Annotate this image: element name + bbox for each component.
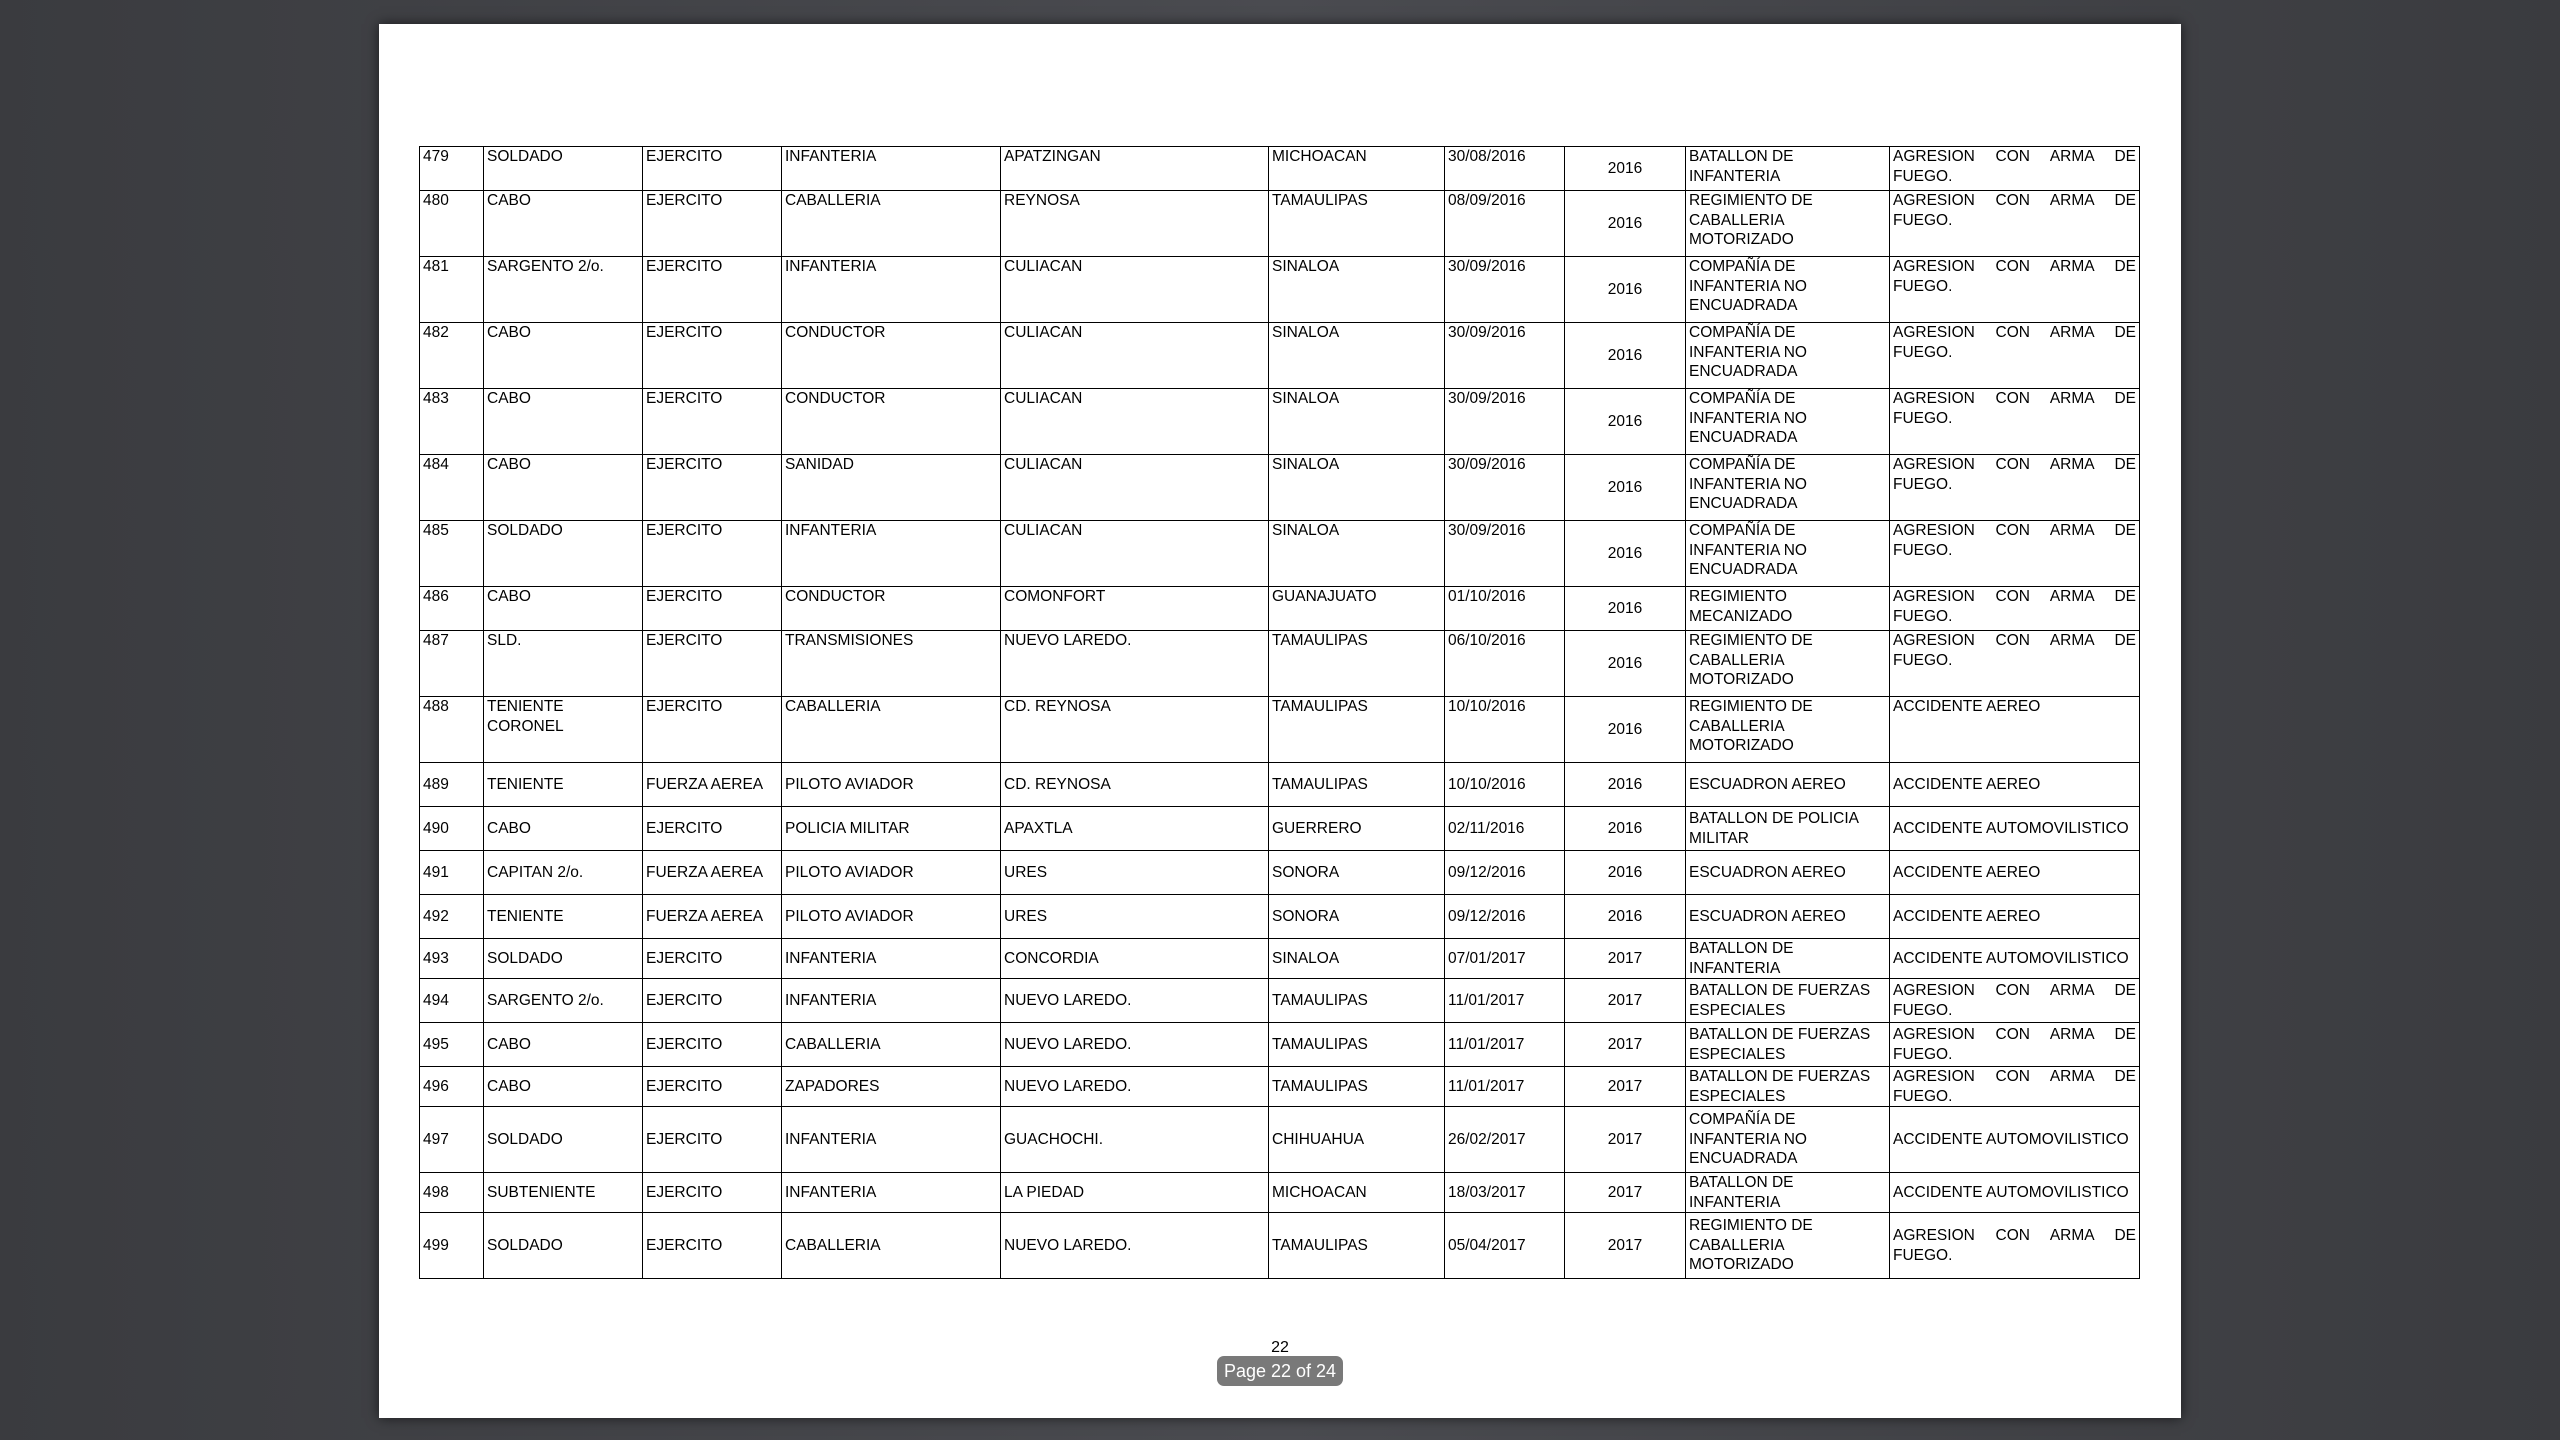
date-cell: 11/01/2017 xyxy=(1445,979,1565,1023)
state-cell: SINALOA xyxy=(1269,455,1445,521)
unit-cell: BATALLON DE FUERZAS ESPECIALES xyxy=(1686,1023,1890,1067)
city-cell: CONCORDIA xyxy=(1001,939,1269,979)
row-number: 496 xyxy=(420,1067,484,1107)
row-number: 485 xyxy=(420,521,484,587)
specialty-cell: INFANTERIA xyxy=(782,979,1001,1023)
cause-cell: AGRESION CON ARMA DE FUEGO. xyxy=(1890,323,2140,389)
table-row xyxy=(420,939,2140,979)
cause-cell: AGRESION CON ARMA DE FUEGO. xyxy=(1890,587,2140,631)
city-cell: NUEVO LAREDO. xyxy=(1001,1067,1269,1107)
specialty-cell: CONDUCTOR xyxy=(782,323,1001,389)
branch-cell: EJERCITO xyxy=(643,257,782,323)
city-cell: CULIACAN xyxy=(1001,323,1269,389)
rank-cell: CABO xyxy=(484,587,643,631)
unit-cell: REGIMIENTO MECANIZADO xyxy=(1686,587,1890,631)
specialty-cell: POLICIA MILITAR xyxy=(782,807,1001,851)
specialty-cell: INFANTERIA xyxy=(782,147,1001,191)
specialty-cell: INFANTERIA xyxy=(782,939,1001,979)
table-row xyxy=(420,979,2140,1023)
specialty-cell: PILOTO AVIADOR xyxy=(782,763,1001,807)
rank-cell: SOLDADO xyxy=(484,1107,643,1173)
rank-cell: SLD. xyxy=(484,631,643,697)
unit-cell: ESCUADRON AEREO xyxy=(1686,763,1890,807)
state-cell: TAMAULIPAS xyxy=(1269,979,1445,1023)
specialty-cell: CONDUCTOR xyxy=(782,389,1001,455)
cause-cell: AGRESION CON ARMA DE FUEGO. xyxy=(1890,147,2140,191)
city-cell: NUEVO LAREDO. xyxy=(1001,1023,1269,1067)
year-cell: 2017 xyxy=(1565,1107,1686,1173)
year-cell: 2016 xyxy=(1565,895,1686,939)
row-number: 480 xyxy=(420,191,484,257)
city-cell: CULIACAN xyxy=(1001,389,1269,455)
row-number: 497 xyxy=(420,1107,484,1173)
specialty-cell: TRANSMISIONES xyxy=(782,631,1001,697)
branch-cell: EJERCITO xyxy=(643,323,782,389)
date-cell: 30/08/2016 xyxy=(1445,147,1565,191)
date-cell: 11/01/2017 xyxy=(1445,1023,1565,1067)
date-cell: 30/09/2016 xyxy=(1445,389,1565,455)
unit-cell: BATALLON DE POLICIA MILITAR xyxy=(1686,807,1890,851)
specialty-cell: CABALLERIA xyxy=(782,1023,1001,1067)
cause-cell: AGRESION CON ARMA DE FUEGO. xyxy=(1890,521,2140,587)
branch-cell: EJERCITO xyxy=(643,191,782,257)
cause-cell: ACCIDENTE AEREO xyxy=(1890,895,2140,939)
cause-cell: AGRESION CON ARMA DE FUEGO. xyxy=(1890,1213,2140,1279)
unit-cell: REGIMIENTO DE CABALLERIA MOTORIZADO xyxy=(1686,697,1890,763)
date-cell: 11/01/2017 xyxy=(1445,1067,1565,1107)
state-cell: MICHOACAN xyxy=(1269,1173,1445,1213)
date-cell: 02/11/2016 xyxy=(1445,807,1565,851)
rank-cell: CABO xyxy=(484,191,643,257)
branch-cell: FUERZA AEREA xyxy=(643,895,782,939)
city-cell: NUEVO LAREDO. xyxy=(1001,979,1269,1023)
year-cell: 2016 xyxy=(1565,631,1686,697)
cause-cell: AGRESION CON ARMA DE FUEGO. xyxy=(1890,631,2140,697)
date-cell: 18/03/2017 xyxy=(1445,1173,1565,1213)
rank-cell: TENIENTE CORONEL xyxy=(484,697,643,763)
branch-cell: EJERCITO xyxy=(643,587,782,631)
date-cell: 08/09/2016 xyxy=(1445,191,1565,257)
cause-cell: ACCIDENTE AEREO xyxy=(1890,851,2140,895)
state-cell: SONORA xyxy=(1269,851,1445,895)
row-number: 491 xyxy=(420,851,484,895)
unit-cell: COMPAÑÍA DE INFANTERIA NO ENCUADRADA xyxy=(1686,323,1890,389)
state-cell: GUANAJUATO xyxy=(1269,587,1445,631)
row-number: 494 xyxy=(420,979,484,1023)
cause-cell: ACCIDENTE AUTOMOVILISTICO xyxy=(1890,1107,2140,1173)
state-cell: CHIHUAHUA xyxy=(1269,1107,1445,1173)
year-cell: 2016 xyxy=(1565,763,1686,807)
city-cell: CULIACAN xyxy=(1001,521,1269,587)
table-row xyxy=(420,1173,2140,1213)
rank-cell: SARGENTO 2/o. xyxy=(484,257,643,323)
table-row xyxy=(420,1213,2140,1279)
cause-cell: ACCIDENTE AUTOMOVILISTICO xyxy=(1890,807,2140,851)
city-cell: CD. REYNOSA xyxy=(1001,697,1269,763)
row-number: 493 xyxy=(420,939,484,979)
rank-cell: TENIENTE xyxy=(484,895,643,939)
rank-cell: CABO xyxy=(484,1067,643,1107)
rank-cell: SOLDADO xyxy=(484,147,643,191)
specialty-cell: PILOTO AVIADOR xyxy=(782,895,1001,939)
row-number: 484 xyxy=(420,455,484,521)
row-number: 499 xyxy=(420,1213,484,1279)
rank-cell: CABO xyxy=(484,389,643,455)
city-cell: CD. REYNOSA xyxy=(1001,763,1269,807)
city-cell: APAXTLA xyxy=(1001,807,1269,851)
state-cell: TAMAULIPAS xyxy=(1269,1023,1445,1067)
row-number: 479 xyxy=(420,147,484,191)
row-number: 490 xyxy=(420,807,484,851)
unit-cell: BATALLON DE INFANTERIA xyxy=(1686,939,1890,979)
state-cell: TAMAULIPAS xyxy=(1269,631,1445,697)
year-cell: 2016 xyxy=(1565,587,1686,631)
city-cell: NUEVO LAREDO. xyxy=(1001,1213,1269,1279)
specialty-cell: CONDUCTOR xyxy=(782,587,1001,631)
table-row xyxy=(420,807,2140,851)
row-number: 492 xyxy=(420,895,484,939)
state-cell: MICHOACAN xyxy=(1269,147,1445,191)
date-cell: 30/09/2016 xyxy=(1445,455,1565,521)
unit-cell: BATALLON DE INFANTERIA xyxy=(1686,147,1890,191)
state-cell: TAMAULIPAS xyxy=(1269,763,1445,807)
rank-cell: SOLDADO xyxy=(484,521,643,587)
city-cell: CULIACAN xyxy=(1001,257,1269,323)
year-cell: 2016 xyxy=(1565,389,1686,455)
rank-cell: SOLDADO xyxy=(484,939,643,979)
date-cell: 30/09/2016 xyxy=(1445,323,1565,389)
state-cell: TAMAULIPAS xyxy=(1269,1067,1445,1107)
table-row xyxy=(420,147,2140,191)
date-cell: 06/10/2016 xyxy=(1445,631,1565,697)
table-row xyxy=(420,763,2140,807)
date-cell: 30/09/2016 xyxy=(1445,521,1565,587)
year-cell: 2017 xyxy=(1565,1023,1686,1067)
cause-cell: AGRESION CON ARMA DE FUEGO. xyxy=(1890,455,2140,521)
date-cell: 05/04/2017 xyxy=(1445,1213,1565,1279)
unit-cell: BATALLON DE FUERZAS ESPECIALES xyxy=(1686,1067,1890,1107)
branch-cell: FUERZA AEREA xyxy=(643,763,782,807)
state-cell: GUERRERO xyxy=(1269,807,1445,851)
table-row xyxy=(420,1023,2140,1067)
table-row xyxy=(420,521,2140,587)
table-row xyxy=(420,851,2140,895)
records-table xyxy=(419,146,2140,1279)
row-number: 482 xyxy=(420,323,484,389)
year-cell: 2017 xyxy=(1565,1173,1686,1213)
row-number: 481 xyxy=(420,257,484,323)
table-row xyxy=(420,587,2140,631)
rank-cell: CAPITAN 2/o. xyxy=(484,851,643,895)
branch-cell: EJERCITO xyxy=(643,455,782,521)
rank-cell: SUBTENIENTE xyxy=(484,1173,643,1213)
table-row xyxy=(420,389,2140,455)
year-cell: 2016 xyxy=(1565,191,1686,257)
branch-cell: EJERCITO xyxy=(643,1213,782,1279)
page-indicator-badge: Page 22 of 24 xyxy=(1217,1356,1343,1386)
state-cell: SONORA xyxy=(1269,895,1445,939)
year-cell: 2016 xyxy=(1565,697,1686,763)
table-row xyxy=(420,257,2140,323)
year-cell: 2016 xyxy=(1565,147,1686,191)
year-cell: 2016 xyxy=(1565,323,1686,389)
branch-cell: FUERZA AEREA xyxy=(643,851,782,895)
specialty-cell: ZAPADORES xyxy=(782,1067,1001,1107)
branch-cell: EJERCITO xyxy=(643,807,782,851)
row-number: 489 xyxy=(420,763,484,807)
year-cell: 2016 xyxy=(1565,521,1686,587)
row-number: 488 xyxy=(420,697,484,763)
date-cell: 10/10/2016 xyxy=(1445,763,1565,807)
date-cell: 09/12/2016 xyxy=(1445,895,1565,939)
unit-cell: ESCUADRON AEREO xyxy=(1686,895,1890,939)
date-cell: 26/02/2017 xyxy=(1445,1107,1565,1173)
table-row xyxy=(420,1067,2140,1107)
specialty-cell: CABALLERIA xyxy=(782,1213,1001,1279)
table-row xyxy=(420,323,2140,389)
state-cell: SINALOA xyxy=(1269,389,1445,455)
specialty-cell: INFANTERIA xyxy=(782,1107,1001,1173)
cause-cell: AGRESION CON ARMA DE FUEGO. xyxy=(1890,191,2140,257)
rank-cell: SOLDADO xyxy=(484,1213,643,1279)
year-cell: 2017 xyxy=(1565,1213,1686,1279)
year-cell: 2017 xyxy=(1565,979,1686,1023)
table-row xyxy=(420,191,2140,257)
state-cell: TAMAULIPAS xyxy=(1269,697,1445,763)
city-cell: COMONFORT xyxy=(1001,587,1269,631)
records-body xyxy=(420,147,2140,1279)
branch-cell: EJERCITO xyxy=(643,521,782,587)
year-cell: 2016 xyxy=(1565,455,1686,521)
city-cell: APATZINGAN xyxy=(1001,147,1269,191)
cause-cell: ACCIDENTE AUTOMOVILISTICO xyxy=(1890,1173,2140,1213)
branch-cell: EJERCITO xyxy=(643,697,782,763)
page-number: 22 xyxy=(1271,1339,1289,1356)
branch-cell: EJERCITO xyxy=(643,1107,782,1173)
rank-cell: CABO xyxy=(484,807,643,851)
cause-cell: AGRESION CON ARMA DE FUEGO. xyxy=(1890,1023,2140,1067)
table-row xyxy=(420,697,2140,763)
unit-cell: COMPAÑÍA DE INFANTERIA NO ENCUADRADA xyxy=(1686,389,1890,455)
table-row xyxy=(420,455,2140,521)
cause-cell: AGRESION CON ARMA DE FUEGO. xyxy=(1890,979,2140,1023)
year-cell: 2016 xyxy=(1565,807,1686,851)
cause-cell: AGRESION CON ARMA DE FUEGO. xyxy=(1890,1067,2140,1107)
rank-cell: CABO xyxy=(484,455,643,521)
table-row xyxy=(420,1107,2140,1173)
year-cell: 2017 xyxy=(1565,939,1686,979)
cause-cell: AGRESION CON ARMA DE FUEGO. xyxy=(1890,389,2140,455)
state-cell: TAMAULIPAS xyxy=(1269,1213,1445,1279)
unit-cell: BATALLON DE FUERZAS ESPECIALES xyxy=(1686,979,1890,1023)
city-cell: REYNOSA xyxy=(1001,191,1269,257)
row-number: 486 xyxy=(420,587,484,631)
city-cell: URES xyxy=(1001,895,1269,939)
specialty-cell: PILOTO AVIADOR xyxy=(782,851,1001,895)
branch-cell: EJERCITO xyxy=(643,1067,782,1107)
unit-cell: REGIMIENTO DE CABALLERIA MOTORIZADO xyxy=(1686,1213,1890,1279)
unit-cell: COMPAÑÍA DE INFANTERIA NO ENCUADRADA xyxy=(1686,455,1890,521)
unit-cell: BATALLON DE INFANTERIA xyxy=(1686,1173,1890,1213)
state-cell: SINALOA xyxy=(1269,323,1445,389)
rank-cell: CABO xyxy=(484,1023,643,1067)
rank-cell: SARGENTO 2/o. xyxy=(484,979,643,1023)
cause-cell: ACCIDENTE AEREO xyxy=(1890,697,2140,763)
city-cell: URES xyxy=(1001,851,1269,895)
rank-cell: CABO xyxy=(484,323,643,389)
date-cell: 30/09/2016 xyxy=(1445,257,1565,323)
row-number: 495 xyxy=(420,1023,484,1067)
specialty-cell: CABALLERIA xyxy=(782,697,1001,763)
specialty-cell: CABALLERIA xyxy=(782,191,1001,257)
branch-cell: EJERCITO xyxy=(643,939,782,979)
branch-cell: EJERCITO xyxy=(643,631,782,697)
city-cell: LA PIEDAD xyxy=(1001,1173,1269,1213)
date-cell: 01/10/2016 xyxy=(1445,587,1565,631)
city-cell: CULIACAN xyxy=(1001,455,1269,521)
year-cell: 2016 xyxy=(1565,851,1686,895)
branch-cell: EJERCITO xyxy=(643,1173,782,1213)
document-page xyxy=(379,24,2181,1418)
branch-cell: EJERCITO xyxy=(643,1023,782,1067)
branch-cell: EJERCITO xyxy=(643,389,782,455)
cause-cell: ACCIDENTE AUTOMOVILISTICO xyxy=(1890,939,2140,979)
table-row xyxy=(420,895,2140,939)
date-cell: 09/12/2016 xyxy=(1445,851,1565,895)
state-cell: SINALOA xyxy=(1269,521,1445,587)
state-cell: TAMAULIPAS xyxy=(1269,191,1445,257)
unit-cell: COMPAÑÍA DE INFANTERIA NO ENCUADRADA xyxy=(1686,257,1890,323)
specialty-cell: INFANTERIA xyxy=(782,1173,1001,1213)
unit-cell: ESCUADRON AEREO xyxy=(1686,851,1890,895)
row-number: 487 xyxy=(420,631,484,697)
branch-cell: EJERCITO xyxy=(643,147,782,191)
city-cell: NUEVO LAREDO. xyxy=(1001,631,1269,697)
unit-cell: COMPAÑÍA DE INFANTERIA NO ENCUADRADA xyxy=(1686,1107,1890,1173)
state-cell: SINALOA xyxy=(1269,257,1445,323)
date-cell: 07/01/2017 xyxy=(1445,939,1565,979)
cause-cell: ACCIDENTE AEREO xyxy=(1890,763,2140,807)
unit-cell: COMPAÑÍA DE INFANTERIA NO ENCUADRADA xyxy=(1686,521,1890,587)
state-cell: SINALOA xyxy=(1269,939,1445,979)
date-cell: 10/10/2016 xyxy=(1445,697,1565,763)
row-number: 483 xyxy=(420,389,484,455)
unit-cell: REGIMIENTO DE CABALLERIA MOTORIZADO xyxy=(1686,631,1890,697)
rank-cell: TENIENTE xyxy=(484,763,643,807)
specialty-cell: SANIDAD xyxy=(782,455,1001,521)
row-number: 498 xyxy=(420,1173,484,1213)
city-cell: GUACHOCHI. xyxy=(1001,1107,1269,1173)
table-row xyxy=(420,631,2140,697)
specialty-cell: INFANTERIA xyxy=(782,257,1001,323)
year-cell: 2017 xyxy=(1565,1067,1686,1107)
branch-cell: EJERCITO xyxy=(643,979,782,1023)
cause-cell: AGRESION CON ARMA DE FUEGO. xyxy=(1890,257,2140,323)
specialty-cell: INFANTERIA xyxy=(782,521,1001,587)
year-cell: 2016 xyxy=(1565,257,1686,323)
unit-cell: REGIMIENTO DE CABALLERIA MOTORIZADO xyxy=(1686,191,1890,257)
